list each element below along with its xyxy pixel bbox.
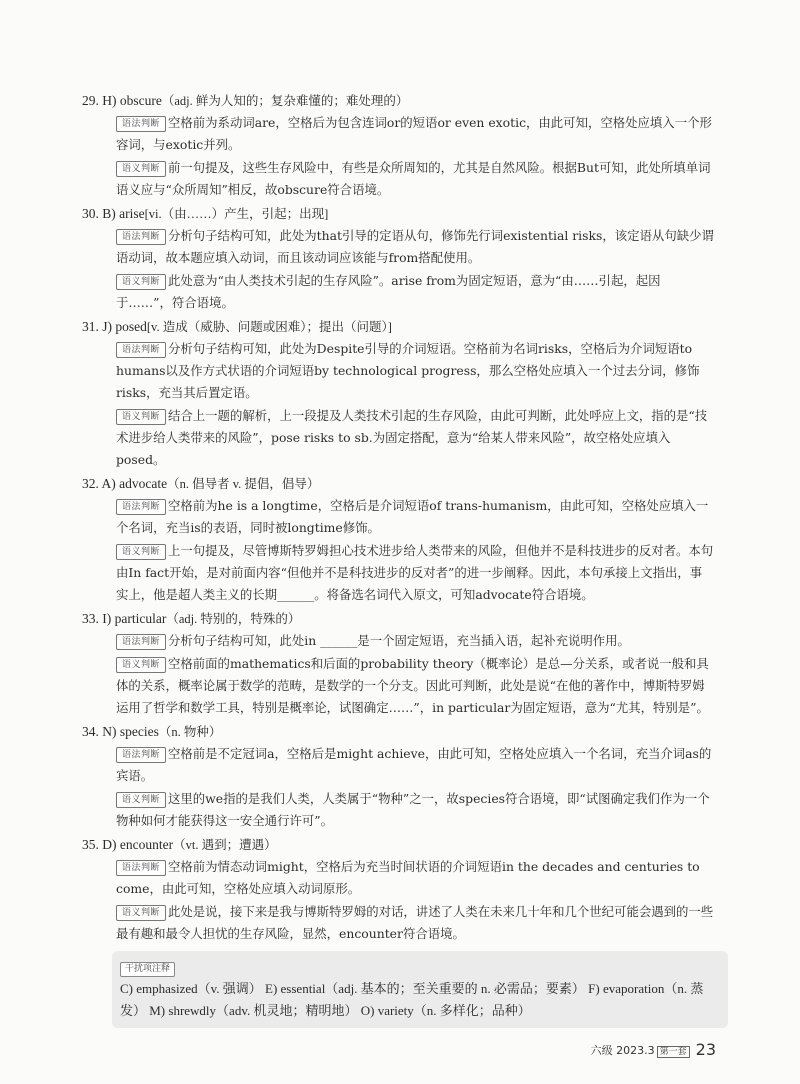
analysis-tag: 语法判断 xyxy=(116,342,166,358)
analysis-paragraph xyxy=(82,338,714,404)
analysis-text: 空格前是不定冠词a，空格后是might achieve，由此可知，空格处应填入一个名词，充当介词as的宾语。 xyxy=(116,746,712,783)
analysis-text: 空格前为情态动词might，空格后为充当时间状语的介词短语in the decades and centuries to come，由此可知，空格处应填入动词原形。 xyxy=(116,859,700,896)
analysis-text: 此处是说，接下来是我与博斯特罗姆的对话，讲述了人类在未来几十年和几个世纪可能会遇到的一些最有趣和最令人担忧的生存风险，显然，encounter符合语境。 xyxy=(116,904,714,941)
analysis-text: 分析句子结构可知，此处in ______是一个固定短语，充当插入语，起补充说明作用。 xyxy=(168,633,630,648)
analysis-paragraph xyxy=(82,495,714,539)
footer-series: 第一套 xyxy=(657,1046,690,1058)
answer-heading xyxy=(82,608,714,630)
analysis-text: 空格前为系动词are，空格后为包含连词or的短语or even exotic，由此可知，空格处应填入一个形容词，与exotic并列。 xyxy=(116,115,712,152)
answer-heading xyxy=(82,473,714,495)
distractor-tag: 干扰项注释 xyxy=(120,962,175,977)
answer-heading xyxy=(82,316,714,338)
analysis-tag: 语法判断 xyxy=(116,229,166,245)
analysis-paragraph xyxy=(82,901,714,945)
analysis-text: 这里的we指的是我们人类，人类属于“物种”之一，故species符合语境，即“试图确定我们作为一个物种如何才能获得这一安全通行许可”。 xyxy=(116,791,710,828)
word-definition: （adj. 鲜为人知的；复杂难懂的；难处理的） xyxy=(161,94,409,108)
analysis-paragraph xyxy=(82,157,714,201)
answer-item xyxy=(82,90,714,201)
analysis-text: 此处意为“由人类技术引起的生存风险”。arise from为固定短语，意为“由……引起，起因于……”，符合语境。 xyxy=(116,273,661,310)
analysis-paragraph xyxy=(82,788,714,832)
analysis-paragraph xyxy=(82,540,714,606)
analysis-tag: 语法判断 xyxy=(116,499,166,515)
analysis-paragraph xyxy=(82,405,714,471)
distractor-text: C) emphasized（v. 强调） E) essential（adj. 基本的；至关重要的 n. 必需品；要素） F) evaporation（n. 蒸发） M) shrewdly（adv. 机灵地；精明地） O) variety（n. 多样化；品种） xyxy=(120,981,704,1018)
answer-item xyxy=(82,721,714,832)
word-definition: （n. 物种） xyxy=(158,725,222,739)
answer-item xyxy=(82,608,714,719)
word-definition: （n. 倡导者 v. 提倡，倡导） xyxy=(167,477,320,491)
analysis-text: 分析句子结构可知，此处为that引导的定语从句，修饰先行词existential risks，该定语从句缺少谓语动词，故本题应填入动词，而且该动词应该能与from搭配使用。 xyxy=(116,228,714,265)
word-definition: （vt. 遇到；遭遇） xyxy=(173,838,277,852)
answer-word: 33. I) particular xyxy=(82,611,167,626)
analysis-tag: 语法判断 xyxy=(116,634,166,650)
analysis-paragraph xyxy=(82,653,714,719)
page-footer xyxy=(591,1040,716,1059)
analysis-paragraph xyxy=(82,270,714,314)
answer-heading xyxy=(82,834,714,856)
analysis-paragraph xyxy=(82,630,714,652)
analysis-text: 分析句子结构可知，此处为Despite引导的介词短语。空格前为名词risks，空格后为介词短语to humans以及作方式状语的介词短语by technological progress，那么空格处应填入一个过去分词，修饰risks，充当其后置定语。 xyxy=(116,341,700,400)
word-definition: [v. 造成（威胁、问题或困难）；提出（问题）] xyxy=(146,320,392,334)
page-number: 23 xyxy=(695,1040,716,1059)
analysis-tag: 语义判断 xyxy=(116,905,166,921)
analysis-tag: 语义判断 xyxy=(116,409,166,425)
analysis-tag: 语义判断 xyxy=(116,657,166,673)
document-page xyxy=(82,90,714,1028)
analysis-text: 前一句提及，这些生存风险中，有些是众所周知的，尤其是自然风险。根据But可知，此处所填单词语义应与“众所周知”相反，故obscure符合语境。 xyxy=(116,160,711,197)
answer-item xyxy=(82,316,714,471)
analysis-tag: 语法判断 xyxy=(116,747,166,763)
analysis-text: 空格前面的mathematics和后面的probability theory（概率论）是总—分关系，或者说一般和具体的关系，概率论属于数学的范畴，是数学的一个分支。因此可判断，此处是说“在他的著作中，博斯特罗姆运用了哲学和数学工具，特别是概率论，试图确定……”，in particular为固定短语，意为“尤其，特别是”。 xyxy=(116,656,709,715)
analysis-tag: 语义判断 xyxy=(116,274,166,290)
analysis-text: 空格前为he is a longtime，空格后是介词短语of trans-humanism，由此可知，空格处应填入一个名词，充当is的表语，同时被longtime修饰。 xyxy=(116,498,709,535)
analysis-text: 结合上一题的解析，上一段提及人类技术引起的生存风险，由此可判断，此处呼应上文，指的是“技术进步给人类带来的风险”，pose risks to sb.为固定搭配，意为“给某人带来风险”，故空格处应填入posed。 xyxy=(116,408,708,467)
word-definition: [vi.（由……）产生，引起；出现] xyxy=(144,207,329,221)
answer-heading xyxy=(82,90,714,112)
analysis-paragraph xyxy=(82,225,714,269)
answer-item xyxy=(82,203,714,314)
word-definition: （adj. 特别的，特殊的） xyxy=(166,612,301,626)
answer-item xyxy=(82,473,714,606)
footer-label: 六级 2023.3 xyxy=(590,1044,655,1057)
analysis-paragraph xyxy=(82,743,714,787)
analysis-tag: 语义判断 xyxy=(116,544,166,560)
analysis-text: 上一句提及，尽管博斯特罗姆担心技术进步给人类带来的风险，但他并不是科技进步的反对者。本句由In fact开始，是对前面内容“但他并不是科技进步的反对者”的进一步阐释。因此，本句承接上文指出，事实上，他是超人类主义的长期______。将备选名词代入原文，可知advocate符合语境。 xyxy=(116,543,714,602)
analysis-paragraph xyxy=(82,856,714,900)
analysis-paragraph xyxy=(82,112,714,156)
analysis-tag: 语义判断 xyxy=(116,161,166,177)
answer-heading xyxy=(82,721,714,743)
answer-item xyxy=(82,834,714,945)
answer-heading xyxy=(82,203,714,225)
answer-word: 30. B) arise xyxy=(82,206,145,221)
analysis-tag: 语法判断 xyxy=(116,860,166,876)
answer-word: 34. N) species xyxy=(82,724,159,739)
analysis-tag: 语义判断 xyxy=(116,792,166,808)
answer-word: 29. H) obscure xyxy=(82,93,162,108)
answer-word: 31. J) posed xyxy=(82,319,147,334)
answer-word: 32. A) advocate xyxy=(82,476,168,491)
analysis-tag: 语法判断 xyxy=(116,116,166,132)
answer-word: 35. D) encounter xyxy=(82,837,174,852)
distractor-notes xyxy=(112,951,728,1028)
